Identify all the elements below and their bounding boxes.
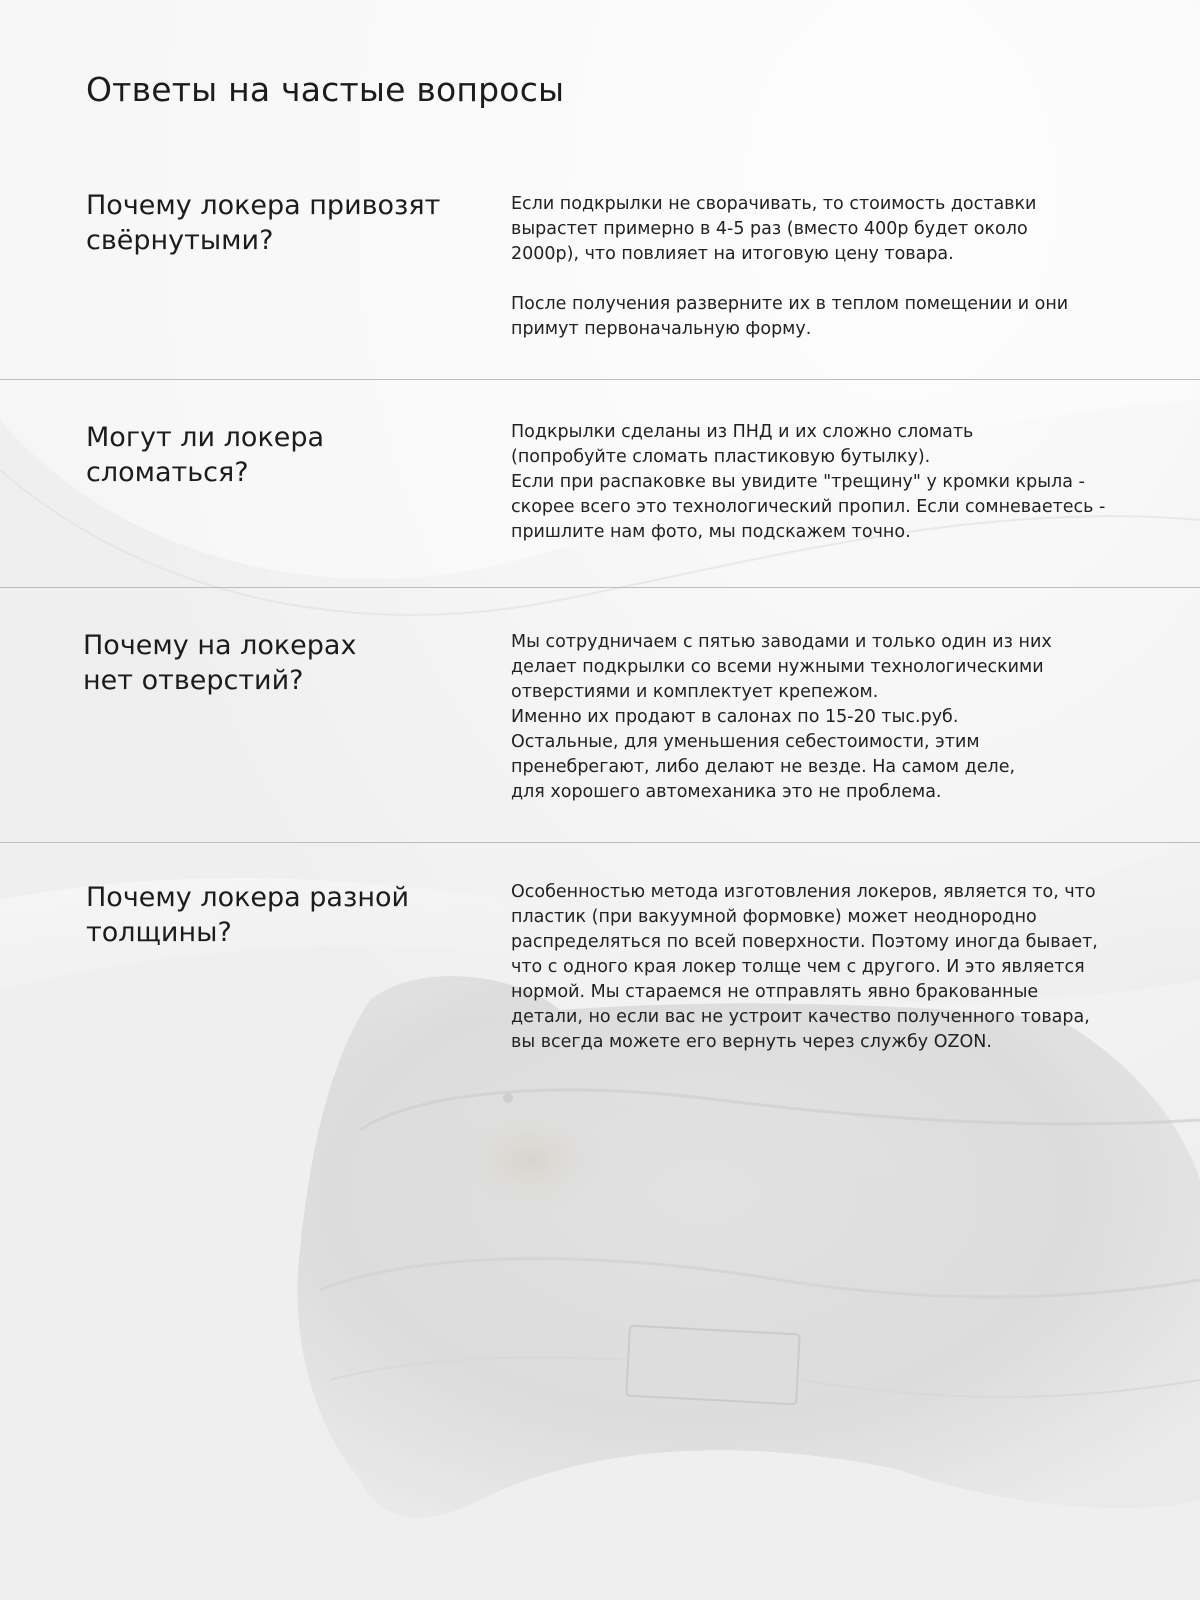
faq-answer-paragraph: Если при распаковке вы увидите "трещину" у кромки крыла - скорее всего это технологический пропил. Если сомневаетесь - пришлите нам фото, мы подскажем точно. [511, 472, 1106, 542]
faq-answer-paragraph: Именно их продают в салонах по 15-20 тыс.руб. Остальные, для уменьшения себестоимости, этим пренебрегают, либо делают не везде. На самом деле, для хорошего автомеханика это не проблема. [511, 707, 1016, 802]
faq-question: Почему локера привозят свёрнутыми? [86, 190, 441, 256]
faq-question: Почему локера разной толщины? [86, 882, 410, 948]
faq-answer-paragraph: Если подкрылки не сворачивать, то стоимость доставки вырастет примерно в 4-5 раз (вместо 400р будет около 2000р), что повлияет на итоговую цену товара. [511, 194, 1037, 264]
faq-answer [511, 420, 1131, 545]
faq-answer [511, 630, 1121, 805]
faq-answer [511, 192, 1101, 342]
faq-answer-paragraph: Мы сотрудничаем с пятью заводами и только один из них делает подкрылки со всеми нужными технологическими отверстиями и комплектует крепежом. [511, 632, 1052, 702]
faq-question: Почему на локерах нет отверстий? [83, 630, 357, 696]
faq-answer-paragraph: После получения разверните их в теплом помещении и они примут первоначальную форму. [511, 294, 1069, 339]
faq-question: Могут ли локера сломаться? [86, 422, 325, 488]
page-title: Ответы на частые вопросы [86, 70, 565, 109]
faq-answer [511, 880, 1101, 1055]
divider [0, 587, 1200, 588]
divider [0, 379, 1200, 380]
divider [0, 842, 1200, 843]
faq-answer-paragraph: Подкрылки сделаны из ПНД и их сложно сломать (попробуйте сломать пластиковую бутылку). [511, 422, 974, 467]
faq-answer-paragraph: Особенностью метода изготовления локеров, является то, что пластик (при вакуумной формовке) может неоднородно распределяться по всей поверхности. Поэтому иногда бывает, что с одного края локер толще чем с другого. И это является нормой. Мы стараемся не отправлять явно бракованные детали, но если вас не устроит качество полученного товара, вы всегда можете его вернуть через службу OZON. [511, 882, 1098, 1052]
